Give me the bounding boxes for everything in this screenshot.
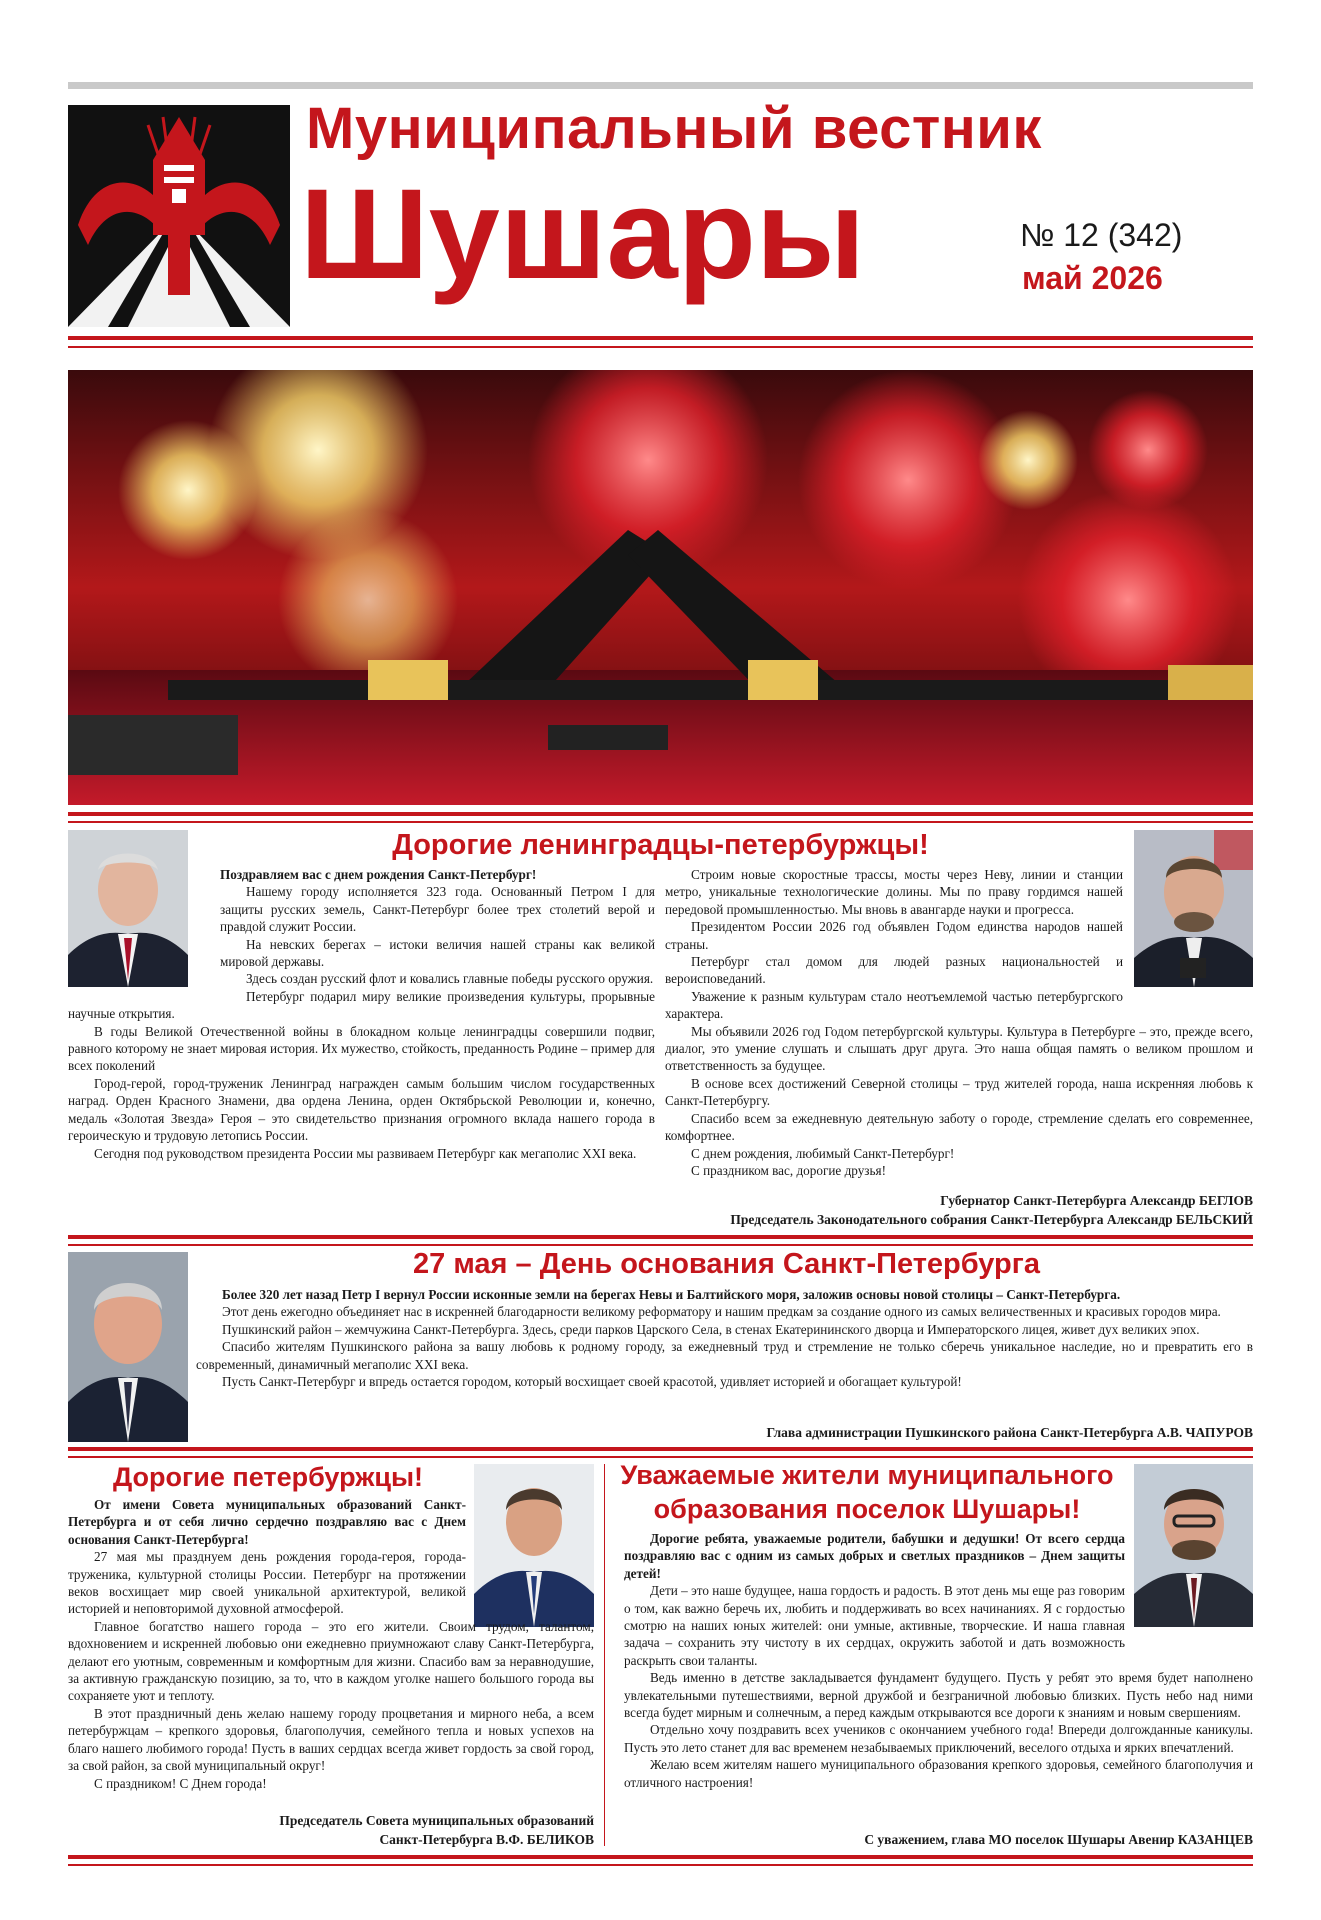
article2-heading: 27 мая – День основания Санкт-Петербурга xyxy=(413,1248,1040,1280)
article1-paragraph: Уважение к разным культурам стало неотъемлемой частью петербургского характера. xyxy=(665,988,1123,1022)
article1-paragraph: Строим новые скоростные трассы, мосты через Неву, линии и станции метро, уникальные технологические долины. Мы по праву гордимся нашей передовой промышленностью. Мы вновь в авангарде науки и прогресса. xyxy=(665,867,1123,917)
article2-paragraph: Спасибо жителям Пушкинского района за вашу любовь к родному городу, за ежедневный труд и стремление не только сберечь уникальное наследие, но и превратить его в современный, динамичный мегаполис XXI века. xyxy=(196,1339,1253,1372)
article1-paragraph: С днем рождения, любимый Санкт-Петербург! xyxy=(691,1145,955,1161)
article2-paragraph: Пушкинский район – жемчужина Санкт-Петербурга. Здесь, среди парков Царского Села, в стенах Екатерининского дворца и Императорского лицея, живет дух великих эпох. xyxy=(222,1321,1200,1337)
issue-date: май 2026 xyxy=(1022,260,1163,296)
article3-signature-2: Санкт-Петербурга В.Ф. БЕЛИКОВ xyxy=(379,1832,594,1847)
article1-paragraph: Петербург стал домом для людей разных национальностей и вероисповеданий. xyxy=(665,954,1123,987)
article3-body xyxy=(68,1496,594,1792)
article1-paragraph: Сегодня под руководством президента России мы развиваем Петербург как мегаполис XXI века. xyxy=(94,1145,637,1161)
article1-paragraph: На невских берегах – истоки величия нашей страны как великой мировой державы. xyxy=(220,936,655,970)
article1-paragraph: В основе всех достижений Северной столицы – труд жителей города, наша искренняя любовь к Санкт-Петербургу. xyxy=(665,1075,1253,1109)
article1-paragraph: Здесь создан русский флот и ковались главные победы русского оружия. xyxy=(246,971,654,987)
masthead-title: Муниципальный вестник xyxy=(306,96,1042,161)
article3-lead: От имени Совета муниципальных образований Санкт-Петербурга и от себя лично сердечно поздравляю вас с Днем основания Санкт-Петербурга! xyxy=(68,1497,466,1547)
article2-rule-1 xyxy=(68,1447,1253,1451)
article1-paragraph: С праздником вас, дорогие друзья! xyxy=(691,1162,886,1178)
issue-number: № 12 (342) xyxy=(1020,217,1183,253)
article1-paragraph: Петербург подарил миру великие произведения культуры, прорывные научные открытия. xyxy=(68,988,655,1022)
article1-left-column xyxy=(68,866,655,1162)
article1-paragraph: Президентом России 2026 год объявлен Годом единства народов нашей страны. xyxy=(665,919,1123,952)
article4-paragraph: Отдельно хочу поздравить всех учеников с окончанием учебного года! Впереди долгожданные каникулы. Пусть это лето станет для вас временем незабываемых приключений, веселого отдыха и ярких впечатлений. xyxy=(624,1722,1253,1755)
article2-signature: Глава администрации Пушкинского района Санкт-Петербурга А.В. ЧАПУРОВ xyxy=(766,1425,1253,1440)
masthead-name: Шушары xyxy=(300,163,866,306)
hero-photo-fireworks-bridge xyxy=(68,370,1253,805)
article4-signature: С уважением, глава МО поселок Шушары Авенир КАЗАНЦЕВ xyxy=(864,1832,1253,1847)
top-rule xyxy=(68,82,1253,89)
photo-rule-1 xyxy=(68,812,1253,816)
article1-greeting: Поздравляем вас с днем рождения Санкт-Петербург! xyxy=(220,867,537,882)
article1-paragraph: Спасибо всем за ежедневную деятельную заботу о городе, стремление сделать его современнее, комфортнее. xyxy=(665,1110,1253,1144)
article1-heading: Дорогие ленинградцы-петербуржцы! xyxy=(392,829,929,861)
article4-paragraph: Ведь именно в детстве закладывается фундамент будущего. Пусть у ребят это время будет наполнено увлекательными путешествиями, верной дружбой и безграничной любовью близких. Пусть небо над ними всегда будет мирным и солнечным, а перед каждым открываются все дороги к знаниям и новым свершениям. xyxy=(624,1670,1253,1721)
article3-paragraph: В этот праздничный день желаю нашему городу процветания и мирного неба, а всем петербуржцам – крепкого здоровья, благополучия, семейного тепла и новых успехов на благо нашего любимого города! Пусть в ваших сердцах всегда живет гордость за свой город, за свой район, за свой муниципальный округ! xyxy=(68,1705,594,1774)
masthead-rule-1 xyxy=(68,336,1253,340)
article4-paragraph: Дети – это наше будущее, наша гордость и радость. В этот день мы еще раз говорим о том, как важно беречь их, любить и поддерживать во всех начинаниях. Я с гордостью смотрю на наших юных жителей: они умные, активные, творческие. И наша главная задача – сохранить эту чистоту в их сердцах, окружить заботой и дать возможность раскрыть свои таланты. xyxy=(624,1583,1125,1668)
article4-heading-line-2: образования поселок Шушары! xyxy=(653,1494,1081,1524)
photo-rule-2 xyxy=(68,821,1253,823)
article4-heading-line-1: Уважаемые жители муниципального xyxy=(620,1460,1114,1490)
article3-heading: Дорогие петербуржцы! xyxy=(112,1462,423,1492)
article3-signature-1: Председатель Совета муниципальных образований xyxy=(279,1813,594,1828)
article4-paragraph: Желаю всем жителям нашего муниципального образования крепкого здоровья, семейного благополучия и отличного настроения! xyxy=(624,1757,1253,1790)
article4-heading xyxy=(614,1458,1120,1526)
article1-paragraph: В годы Великой Отечественной войны в блокадном кольце ленинградцы совершили подвиг, равного которому не знает мировая история. Их мужество, стойкость, преданность Родине – пример для всех поколений xyxy=(68,1023,655,1074)
article1-signature-2: Председатель Законодательного собрания Санкт-Петербурга Александр БЕЛЬСКИЙ xyxy=(730,1212,1253,1227)
article2-lead: Более 320 лет назад Петр I вернул России исконные земли на берегах Невы и Балтийского моря, заложив основы новой столицы – Санкт-Петербурга. xyxy=(222,1287,1121,1302)
article1-right-column xyxy=(665,866,1253,1179)
masthead-rule-2 xyxy=(68,346,1253,348)
article1-rule-1 xyxy=(68,1235,1253,1239)
article2-body xyxy=(196,1286,1253,1390)
article1-signature-1: Губернатор Санкт-Петербурга Александр БЕГЛОВ xyxy=(940,1193,1253,1208)
article3-paragraph: С праздником! С Днем города! xyxy=(94,1775,267,1791)
article3-paragraph: Главное богатство нашего города – это его жители. Своим трудом, талантом, вдохновением и искренней любовью они ежедневно приумножают славу Санкт-Петербурга, делают его уютным, современным и комфортным для жизни. Спасибо вам за неравнодушие, за активную гражданскую позицию, за то, что в каждом уголке нашего большого города вы сохраняете уют и теплоту. xyxy=(68,1618,594,1704)
article2-paragraph: Пусть Санкт-Петербург и впредь остается городом, который восхищает своей красотой, удивляет историей и обогащает культурой! xyxy=(222,1374,962,1390)
article1-paragraph: Мы объявили 2026 год Годом петербургской культуры. Культура в Петербурге – это, прежде всего, диалог, это умение слушать и слышать друг друга. Это наша общая память о великом прошлом и ответственность за будущее. xyxy=(665,1023,1253,1074)
article1-paragraph: Город-герой, город-труженик Ленинград награжден самым большим числом государственных наград. Орден Красного Знамени, два ордена Ленина, орден Октябрьской Революции и, конечно, медаль «Золотая Звезда» Героя – это свидетельство признания огромного вклада нашего города в героическую и трудовую летопись России. xyxy=(68,1075,655,1144)
coat-of-arms-logo xyxy=(68,105,290,327)
bottom-rule-2 xyxy=(68,1864,1253,1866)
bottom-rule-1 xyxy=(68,1855,1253,1859)
article4-lead: Дорогие ребята, уважаемые родители, бабушки и дедушки! От всего сердца поздравляю вас с одним из самых добрых и светлых праздников – Днем защиты детей! xyxy=(624,1531,1125,1581)
district-head-portrait xyxy=(68,1252,188,1442)
article3-paragraph: 27 мая мы празднуем день рождения города-героя, города-труженика, культурной столицы России. Петербург на протяжении веков восхищает мир своей уникальной архитектурой, великой историей и неповторимой духовной атмосферой. xyxy=(68,1549,466,1617)
article1-paragraph: Нашему городу исполняется 323 года. Основанный Петром I для защиты русских земель, Санкт-Петербург более трех столетий верой и правдой служит России. xyxy=(220,884,655,935)
article4-body xyxy=(624,1530,1253,1791)
article2-paragraph: Этот день ежегодно объединяет нас в искренней благодарности великому реформатору и нашим предкам за создание одного из самых величественных и красивых городов мира. xyxy=(222,1304,1221,1320)
column-divider xyxy=(604,1464,605,1846)
